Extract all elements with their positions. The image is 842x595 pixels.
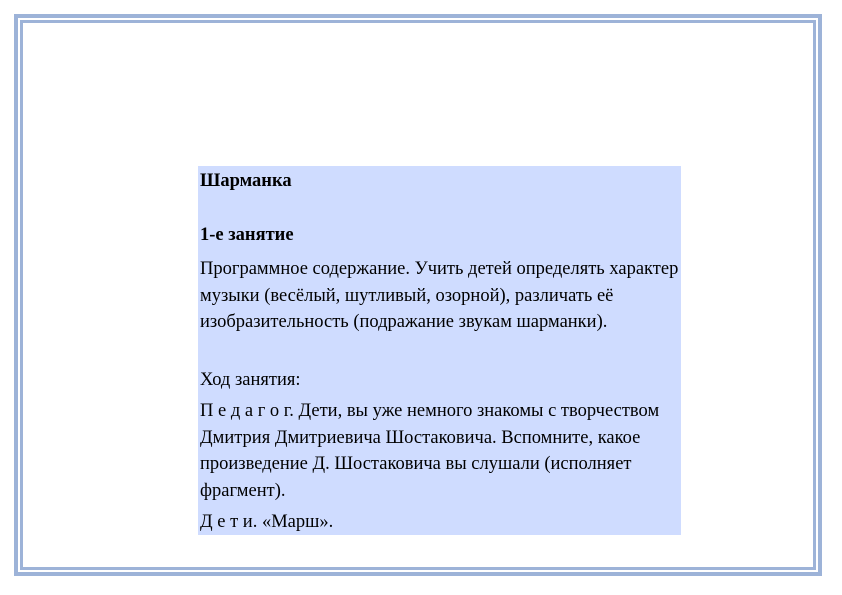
text-box [198,166,681,535]
paragraph-lesson-progress: Ход занятия: [200,370,301,390]
paragraph-program-content: Программное содержание. Учить детей определять характер музыки (весёлый, шутливый, озорной), различать её изобразительность (подражание звукам шарманки). [200,259,679,332]
document-title: Шарманка [200,171,292,191]
paragraph-teacher-speech: П е д а г о г. Дети, вы уже немного знакомы с творчеством Дмитрия Дмитриевича Шостаковича. Вспомните, какое произведение Д. Шостаковича вы слушали (исполняет фрагмент). [200,401,660,501]
lesson-subtitle: 1-е занятие [200,225,294,245]
paragraph-children-answer: Д е т и. «Марш». [200,512,334,532]
